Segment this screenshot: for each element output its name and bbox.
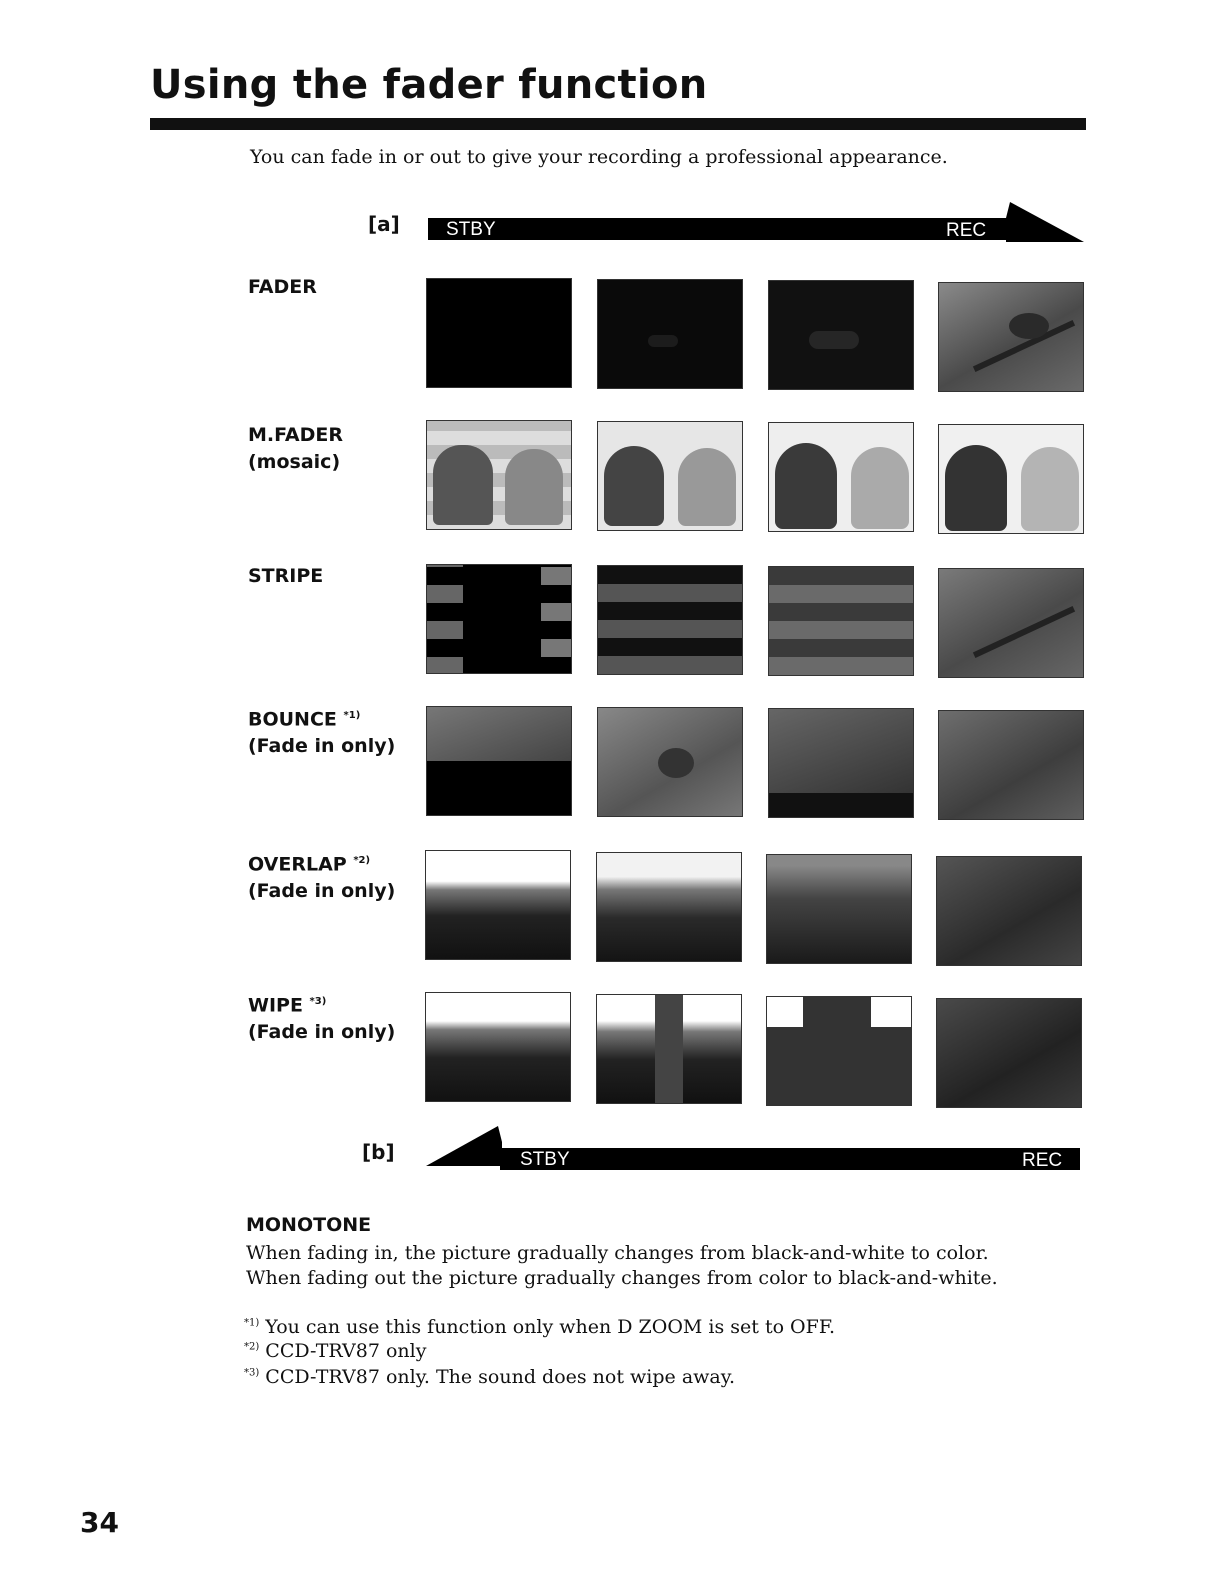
monotone-line-2: When fading out the picture gradually changes from color to black-and-white.	[246, 1267, 998, 1289]
title-rule	[150, 118, 1086, 130]
fader-frame-4-bird	[938, 282, 1084, 392]
rec-label-b: REC	[1022, 1150, 1063, 1171]
rec-label-a: REC	[946, 220, 987, 241]
mfader-frame-1	[426, 420, 572, 530]
bounce-frame-3	[768, 708, 914, 818]
overlap-frame-3	[766, 854, 912, 964]
stripe-frame-2	[597, 565, 743, 675]
wipe-frame-3	[766, 996, 912, 1106]
row-label-overlap: OVERLAP $^{*2)}$ (Fade in only)	[248, 853, 396, 903]
fader-frame-2	[597, 279, 743, 389]
bounce-frame-2	[597, 707, 743, 817]
arrow-head-right	[1006, 202, 1086, 244]
footnote-1: $^{*1)}$ You can use this function only when D ZOOM is set to OFF.	[244, 1316, 836, 1338]
intro-text: You can fade in or out to give your recording a professional appearance.	[250, 146, 948, 168]
fader-frame-1	[426, 278, 572, 388]
wipe-frame-1	[425, 992, 571, 1102]
footnote-2: $^{*2)}$ CCD-TRV87 only	[244, 1340, 427, 1362]
page-number: 34	[80, 1506, 119, 1539]
stripe-frame-4	[938, 568, 1084, 678]
footnote-3: $^{*3)}$ CCD-TRV87 only. The sound does not wipe away.	[244, 1366, 735, 1388]
diagram-b-marker: [b]	[362, 1140, 395, 1164]
monotone-line-1: When fading in, the picture gradually changes from black-and-white to color.	[246, 1242, 989, 1264]
overlap-frame-1	[425, 850, 571, 960]
wipe-frame-2	[596, 994, 742, 1104]
bounce-frame-4	[938, 710, 1084, 820]
row-label-mfader: M.FADER (mosaic)	[248, 424, 344, 473]
wipe-frame-4	[936, 998, 1082, 1108]
diagram-a-marker: [a]	[368, 212, 400, 236]
row-label-stripe: STRIPE	[248, 565, 324, 587]
overlap-frame-2	[596, 852, 742, 962]
overlap-frame-4	[936, 856, 1082, 966]
fader-frame-3	[768, 280, 914, 390]
arrow-head-left	[426, 1126, 506, 1168]
mfader-frame-4	[938, 424, 1084, 534]
bounce-frame-1	[426, 706, 572, 816]
row-label-wipe: WIPE $^{*3)}$ (Fade in only)	[248, 994, 396, 1044]
mfader-frame-3	[768, 422, 914, 532]
mfader-frame-2	[597, 421, 743, 531]
stby-label-b: STBY	[520, 1149, 570, 1170]
row-label-fader: FADER	[248, 276, 317, 298]
stripe-frame-1	[426, 564, 572, 674]
stripe-frame-3	[768, 566, 914, 676]
page-title: Using the fader function	[150, 62, 708, 108]
stby-label-a: STBY	[446, 219, 496, 240]
monotone-heading: MONOTONE	[246, 1214, 372, 1236]
row-label-bounce: BOUNCE $^{*1)}$ (Fade in only)	[248, 708, 396, 758]
